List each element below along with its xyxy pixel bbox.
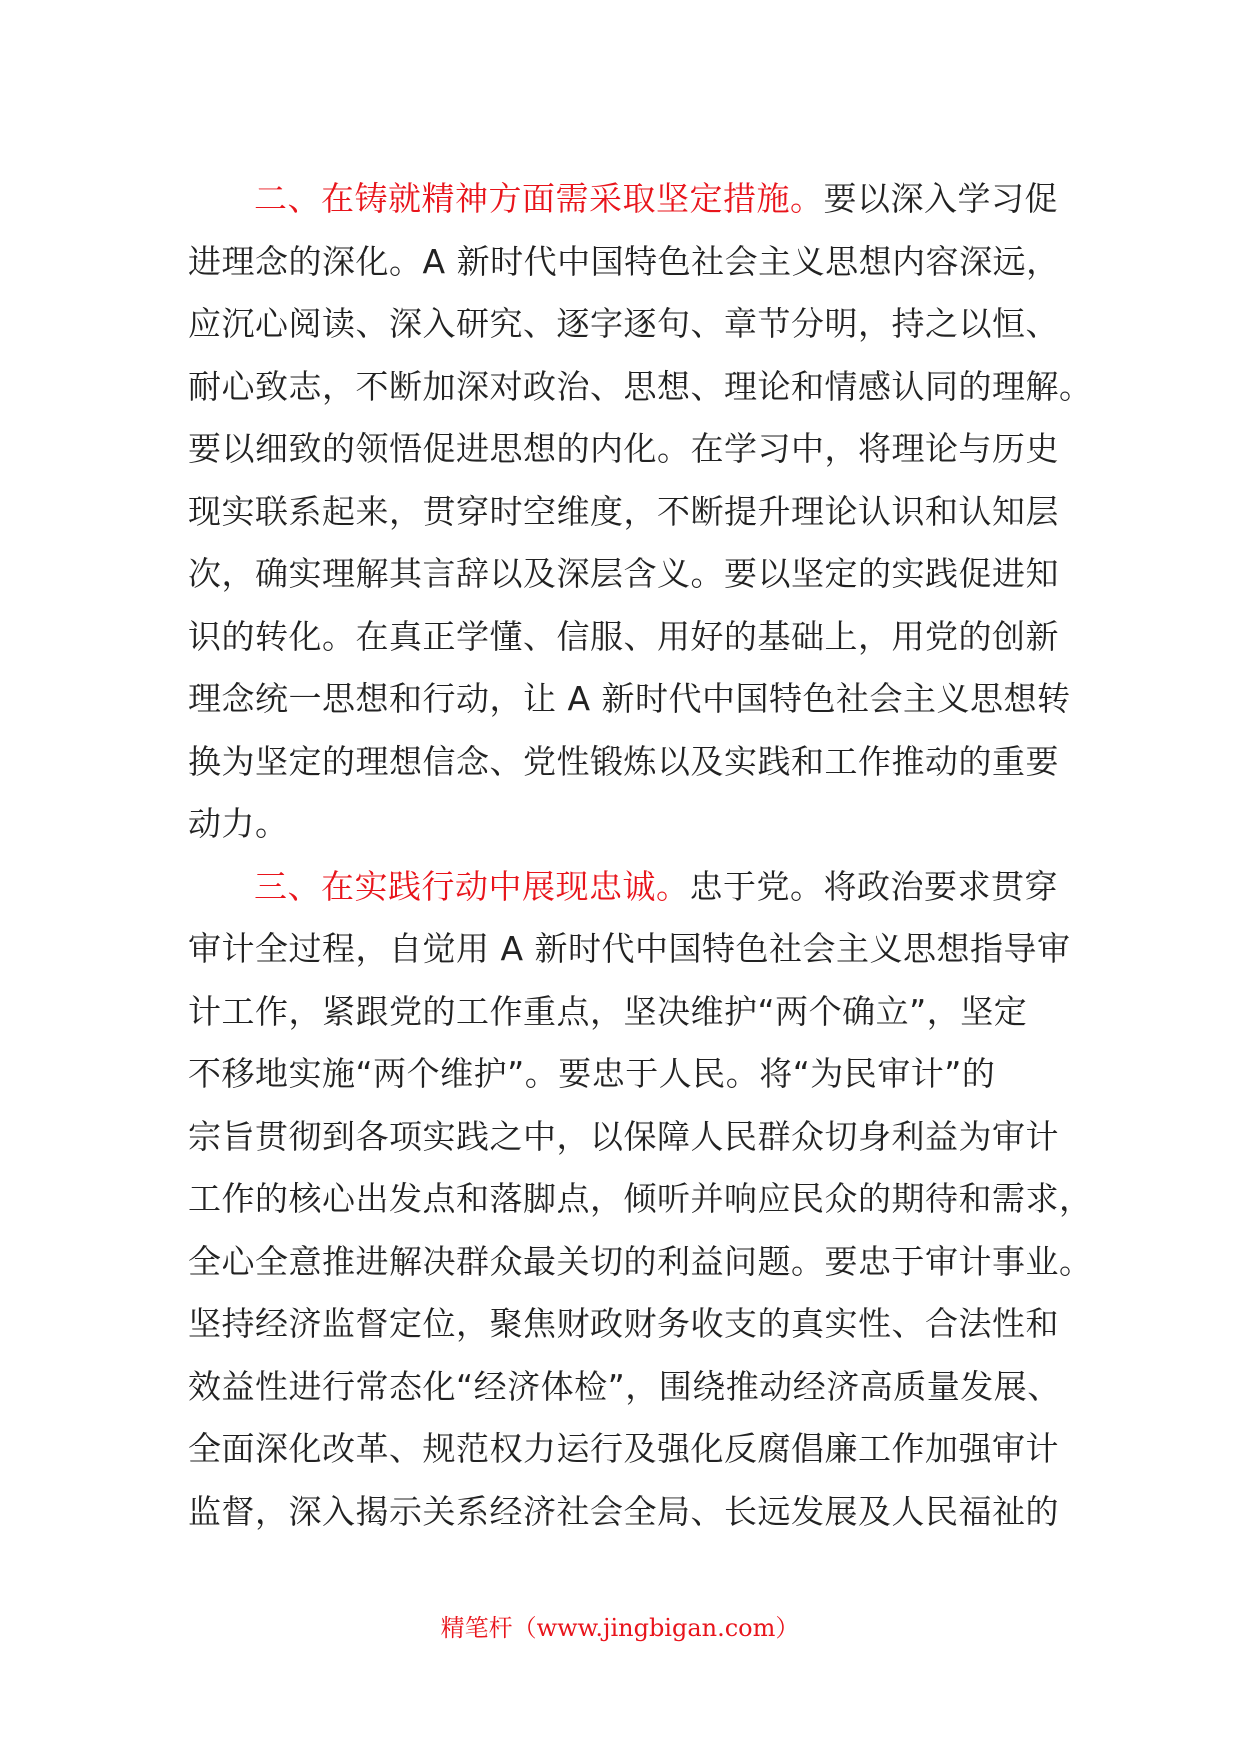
text-line	[188, 1356, 1062, 1419]
line-text: 要以深入学习促	[823, 179, 1058, 218]
line-text: 不移地实施“两个维护”。要忠于人民。将“为民审计”的	[188, 1054, 996, 1093]
text-line	[188, 231, 1062, 294]
footer-watermark: 精笔杆（www.jingbigan.com）	[440, 1614, 800, 1642]
text-line	[188, 1231, 1093, 1294]
text-line	[188, 606, 1062, 669]
text-line	[188, 1293, 1062, 1356]
text-line	[188, 856, 1062, 919]
line-text: 宗旨贯彻到各项实践之中，以保障人民群众切身利益为审计	[188, 1116, 1059, 1156]
section-heading: 二、在铸就精神方面需采取坚定措施。	[254, 179, 824, 218]
line-text: 应沉心阅读、深入研究、逐字逐句、章节分明，持之以恒、	[188, 304, 1059, 343]
text-line	[188, 1418, 1062, 1481]
line-text: 监督，深入揭示关系经济社会全局、长远发展及人民福祉的	[188, 1491, 1059, 1531]
line-text: 理念统一思想和行动，让 A 新时代中国特色社会主义思想转	[188, 679, 1071, 718]
text-line	[188, 668, 1071, 731]
line-text: 换为坚定的理想信念、党性锻炼以及实践和工作推动的重要	[188, 741, 1059, 781]
text-line	[188, 1168, 1093, 1231]
line-text: 效益性进行常态化“经济体检”，围绕推动经济高质量发展、	[188, 1366, 1061, 1406]
text-line	[188, 356, 1093, 419]
line-text: 全面深化改革、规范权力运行及强化反腐倡廉工作加强审计	[188, 1429, 1059, 1468]
text-line	[188, 418, 1062, 481]
line-text: 进理念的深化。A 新时代中国特色社会主义思想内容深远，	[188, 241, 1060, 281]
text-line	[188, 1481, 1062, 1544]
line-text: 计工作，紧跟党的工作重点，坚决维护“两个确立”，坚定	[188, 991, 1028, 1031]
text-line	[188, 543, 1062, 606]
text-line	[188, 168, 1062, 231]
text-line	[188, 293, 1062, 356]
document-body	[188, 168, 1093, 1543]
line-text: 识的转化。在真正学懂、信服、用好的基础上，用党的创新	[188, 616, 1059, 656]
line-text: 审计全过程，自觉用 A 新时代中国特色社会主义思想指导审	[188, 929, 1071, 968]
line-text: 坚持经济监督定位，聚焦财政财务收支的真实性、合法性和	[188, 1304, 1059, 1343]
text-line	[188, 981, 1062, 1044]
section-heading: 三、在实践行动中展现忠诚。	[254, 866, 690, 906]
line-text: 忠于党。将政治要求贯穿	[689, 866, 1058, 906]
line-text: 现实联系起来，贯穿时空维度，不断提升理论认识和认知层	[188, 491, 1059, 531]
text-line	[188, 918, 1071, 981]
line-text: 次，确实理解其言辞以及深层含义。要以坚定的实践促进知	[188, 554, 1059, 593]
text-line	[188, 1043, 1062, 1106]
line-text: 工作的核心出发点和落脚点，倾听并响应民众的期待和需求，	[188, 1179, 1093, 1218]
text-line	[188, 1106, 1062, 1169]
line-text: 全心全意推进解决群众最关切的利益问题。要忠于审计事业。	[188, 1241, 1093, 1281]
line-text: 耐心致志，不断加深对政治、思想、理论和情感认同的理解。	[188, 366, 1093, 406]
text-line	[188, 731, 1062, 794]
line-text: 要以细致的领悟促进思想的内化。在学习中，将理论与历史	[188, 429, 1059, 468]
text-line	[188, 793, 1062, 856]
text-line	[188, 481, 1062, 544]
line-text: 动力。	[188, 804, 289, 843]
